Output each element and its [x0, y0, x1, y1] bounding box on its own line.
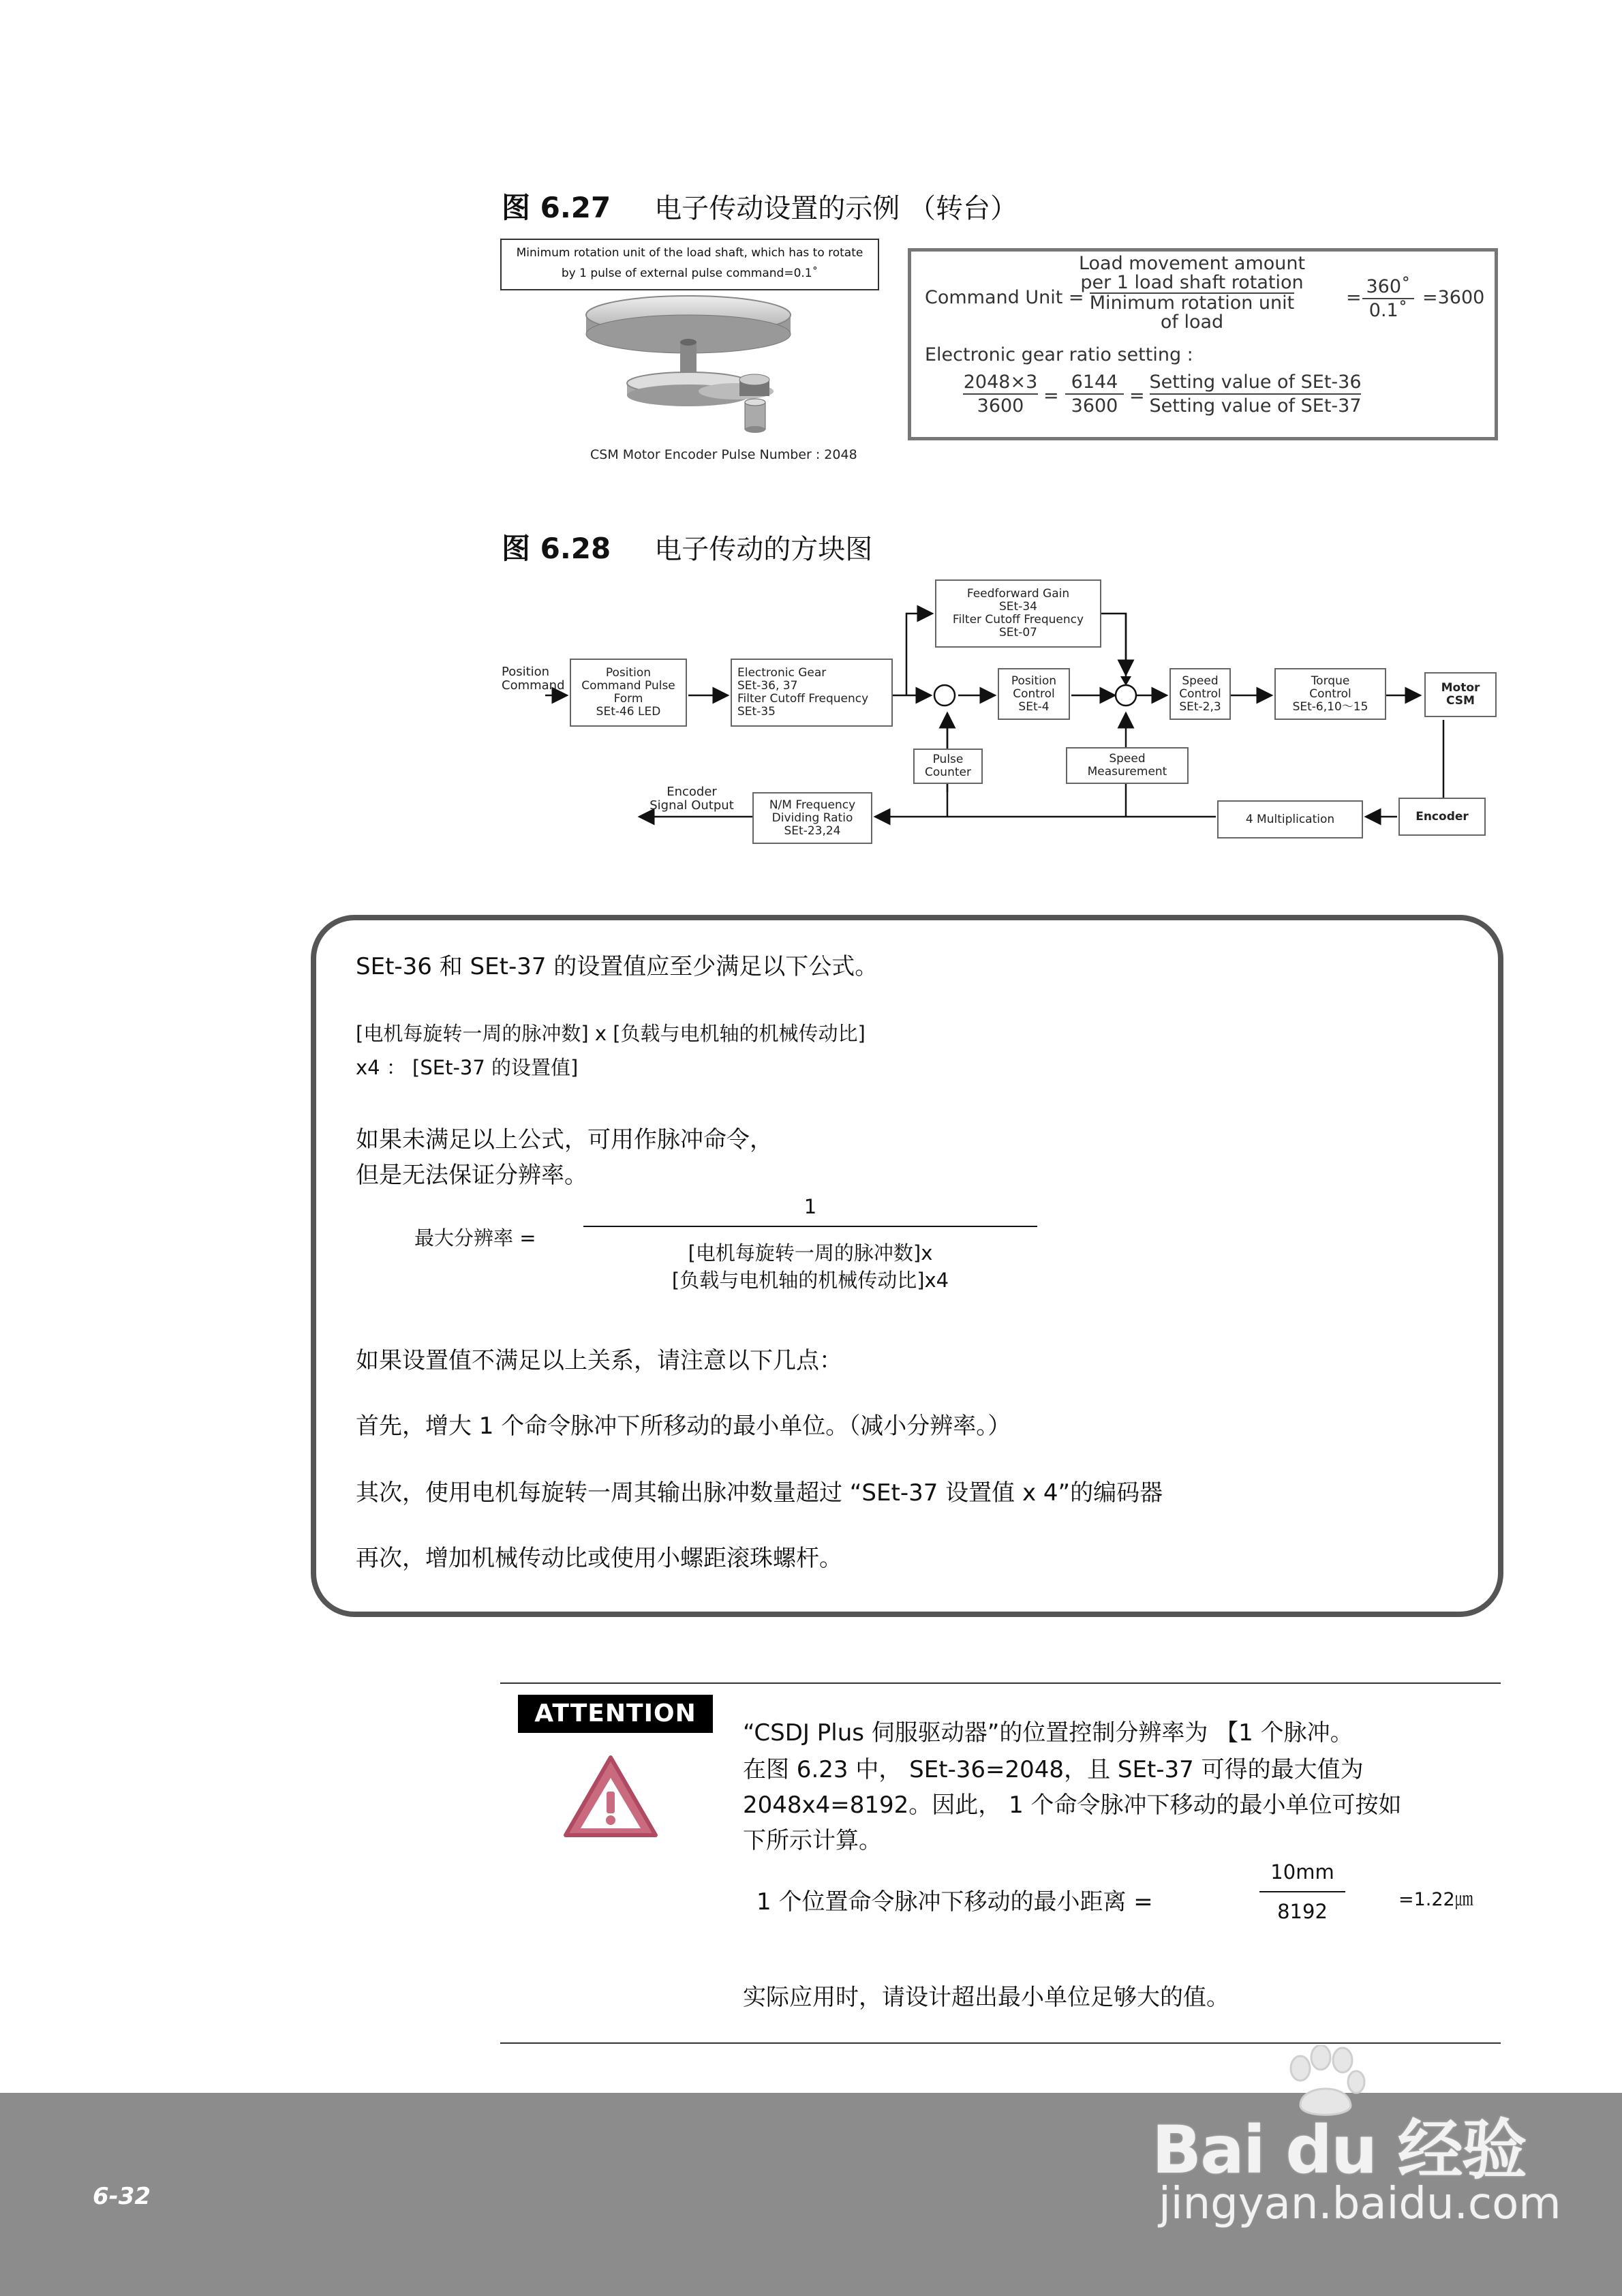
fig1-encoder-caption: CSM Motor Encoder Pulse Number : 2048: [590, 447, 857, 462]
box-line-1: SEt-36 和 SEt-37 的设置值应至少满足以下公式。: [356, 953, 878, 980]
min-distance-label: 1 个位置命令脉冲下移动的最小距离 =: [756, 1888, 1153, 1916]
eg-l1: Electronic Gear: [737, 666, 827, 680]
box-line-4: 如果未满足以上公式，可用作脉冲命令，: [356, 1126, 773, 1153]
res-den-1: [电机每旋转一周的脉冲数]x: [688, 1241, 933, 1265]
ff-l2: SEt-34: [999, 600, 1037, 614]
cu-num-line2: per 1 load shaft rotation: [1080, 272, 1304, 293]
fig1-title: 电子传动设置的示例 （转台）: [654, 193, 1017, 224]
command-unit-label: Command Unit =: [925, 287, 1084, 308]
block-nm-frequency: [752, 792, 872, 844]
fig2-title: 电子传动的方块图: [654, 534, 873, 565]
pf-l1: Position: [605, 666, 652, 680]
block-position-control: [998, 668, 1070, 720]
nm-l2: Dividing Ratio: [771, 811, 853, 825]
block-pulse-counter: [913, 749, 983, 784]
sc-l1: Speed: [1182, 674, 1219, 688]
nm-l3: SEt-23,24: [784, 824, 841, 838]
gear-eq-1: =: [1043, 385, 1059, 406]
block-encoder: [1398, 798, 1486, 836]
pcnt-l1: Pulse: [932, 753, 964, 766]
eo-label-1: Encoder: [667, 785, 717, 799]
cu-den-line1: Minimum rotation unit: [1089, 292, 1295, 314]
attention-p5: 实际应用时，请设计超出最小单位足够大的值。: [743, 1984, 1229, 2011]
page-number: 6-32: [93, 2183, 151, 2210]
fig1-note-line2: by 1 pulse of external pulse command=0.1˚: [561, 267, 818, 280]
g3-num: Setting value of SEt-36: [1149, 372, 1362, 393]
pos-l2: Control: [1013, 686, 1055, 701]
attention-top-rule: [500, 1682, 1501, 1684]
watermark-url: jingyan.baidu.com: [1159, 2179, 1561, 2229]
nm-l1: N/M Frequency: [769, 798, 856, 812]
eg-l3: Filter Cutoff Frequency: [737, 692, 869, 706]
eo-label-2: Signal Output: [649, 798, 734, 813]
encoder-output-label: [647, 785, 736, 813]
g2-den: 3600: [1071, 395, 1118, 417]
cu-result: =3600: [1422, 287, 1485, 308]
dist-bar: [1259, 1891, 1345, 1892]
cu-num-line1: Load movement amount: [1078, 253, 1306, 274]
box-line-7: 首先，增大 1 个命令脉冲下所移动的最小单位。（减小分辨率。）: [356, 1413, 1011, 1440]
box-line-6: 如果设置值不满足以上关系，请注意以下几点：: [356, 1347, 842, 1374]
res-bar: [583, 1226, 1037, 1227]
max-resolution-label: 最大分辨率 =: [414, 1226, 536, 1250]
sm-l2: Measurement: [1087, 765, 1167, 779]
baidu-watermark: [1145, 2045, 1567, 2250]
pos-l1: Position: [1011, 674, 1057, 688]
box-line-3: x4 ： [SEt-37 的设置值]: [356, 1056, 579, 1079]
pcnt-l2: Counter: [925, 766, 971, 779]
max-resolution-fraction: [583, 1193, 1037, 1294]
block-motor-csm: [1424, 672, 1497, 717]
g1-num: 2048×3: [963, 372, 1038, 393]
box-line-2: [电机每旋转一周的脉冲数] x [负载与电机轴的机械传动比]: [356, 1022, 866, 1045]
tc-l1: Torque: [1311, 674, 1350, 688]
gear-ratio-label: Electronic gear ratio setting :: [925, 344, 1193, 365]
fig2-number: 图 6.28: [502, 532, 611, 565]
eg-l4: SEt-35: [737, 705, 776, 719]
cu-eq: =: [1346, 287, 1362, 308]
ff-l1: Feedforward Gain: [966, 587, 1070, 601]
angle-num: 360˚: [1366, 276, 1411, 297]
dist-num: 10mm: [1270, 1860, 1334, 1884]
gear-eq-2: =: [1129, 385, 1145, 406]
fig1-number: 图 6.27: [502, 191, 611, 224]
attention-p3: 2048x4=8192。因此， 1 个命令脉冲下移动的最小单位可按如: [743, 1792, 1402, 1819]
attention-bottom-rule: [500, 2042, 1501, 2044]
tc-l3: SEt-6,10～15: [1292, 699, 1368, 714]
block-speed-control: [1169, 668, 1231, 720]
pc-label-1: Position: [502, 665, 550, 679]
g3-den: Setting value of SEt-37: [1149, 395, 1362, 417]
g2-num: 6144: [1071, 372, 1118, 393]
ff-l4: SEt-07: [999, 626, 1037, 639]
box-line-9: 再次，增加机械传动比或使用小螺距滚珠螺杆。: [356, 1545, 842, 1572]
pf-l4: SEt-46 LED: [596, 705, 661, 719]
pc-label-2: Command: [502, 678, 565, 693]
attention-label: ATTENTION: [518, 1695, 713, 1733]
enc-l1: Encoder: [1416, 809, 1469, 824]
attention-p1: “CSDJ Plus 伺服驱动器”的位置控制分辨率为 【1 个脉冲。: [743, 1719, 1353, 1747]
attention-p4: 下所示计算。: [743, 1827, 882, 1854]
cu-den-line2: of load: [1160, 312, 1224, 333]
box-line-5: 但是无法保证分辨率。: [356, 1162, 587, 1189]
sc-l3: SEt-2,3: [1179, 699, 1221, 714]
pos-l3: SEt-4: [1018, 699, 1050, 714]
angle-den: 0.1˚: [1368, 300, 1408, 321]
g1-den: 3600: [977, 395, 1024, 417]
pf-l3: Form: [613, 692, 643, 706]
motor-l2: CSM: [1446, 694, 1475, 708]
warning-icon: [560, 1752, 661, 1841]
watermark-brand: Bai du 经验: [1152, 2112, 1526, 2188]
tc-l2: Control: [1309, 686, 1351, 701]
mult-l1: 4 Multiplication: [1245, 812, 1335, 826]
fig1-note-line1: Minimum rotation unit of the load shaft, which has to rotate: [516, 246, 863, 260]
min-distance-fraction: [1259, 1857, 1345, 1927]
ff-arrow: [0, 0, 1622, 886]
sm-l1: Speed: [1109, 752, 1146, 766]
res-num: 1: [804, 1195, 817, 1218]
ff-l3: Filter Cutoff Frequency: [952, 613, 1084, 626]
block-4-multiplication: [1217, 800, 1363, 839]
pf-l2: Command Pulse: [581, 679, 675, 693]
block-speed-measurement: [1066, 747, 1189, 784]
box-line-8: 其次，使用电机每旋转一周其输出脉冲数量超过 “SEt-37 设置值 x 4”的编码器: [356, 1479, 1163, 1507]
eg-l2: SEt-36, 37: [737, 679, 798, 693]
dist-den: 8192: [1277, 1900, 1328, 1923]
motor-l1: Motor: [1441, 681, 1480, 695]
attention-p2: 在图 6.23 中， SEt-36=2048，且 SEt-37 可得的最大值为: [743, 1756, 1364, 1783]
block-torque-control: [1274, 668, 1386, 720]
sc-l2: Control: [1179, 686, 1221, 701]
res-den-2: [负载与电机轴的机械传动比]x4: [671, 1269, 949, 1292]
min-distance-result: =1.22㎛: [1398, 1889, 1473, 1910]
